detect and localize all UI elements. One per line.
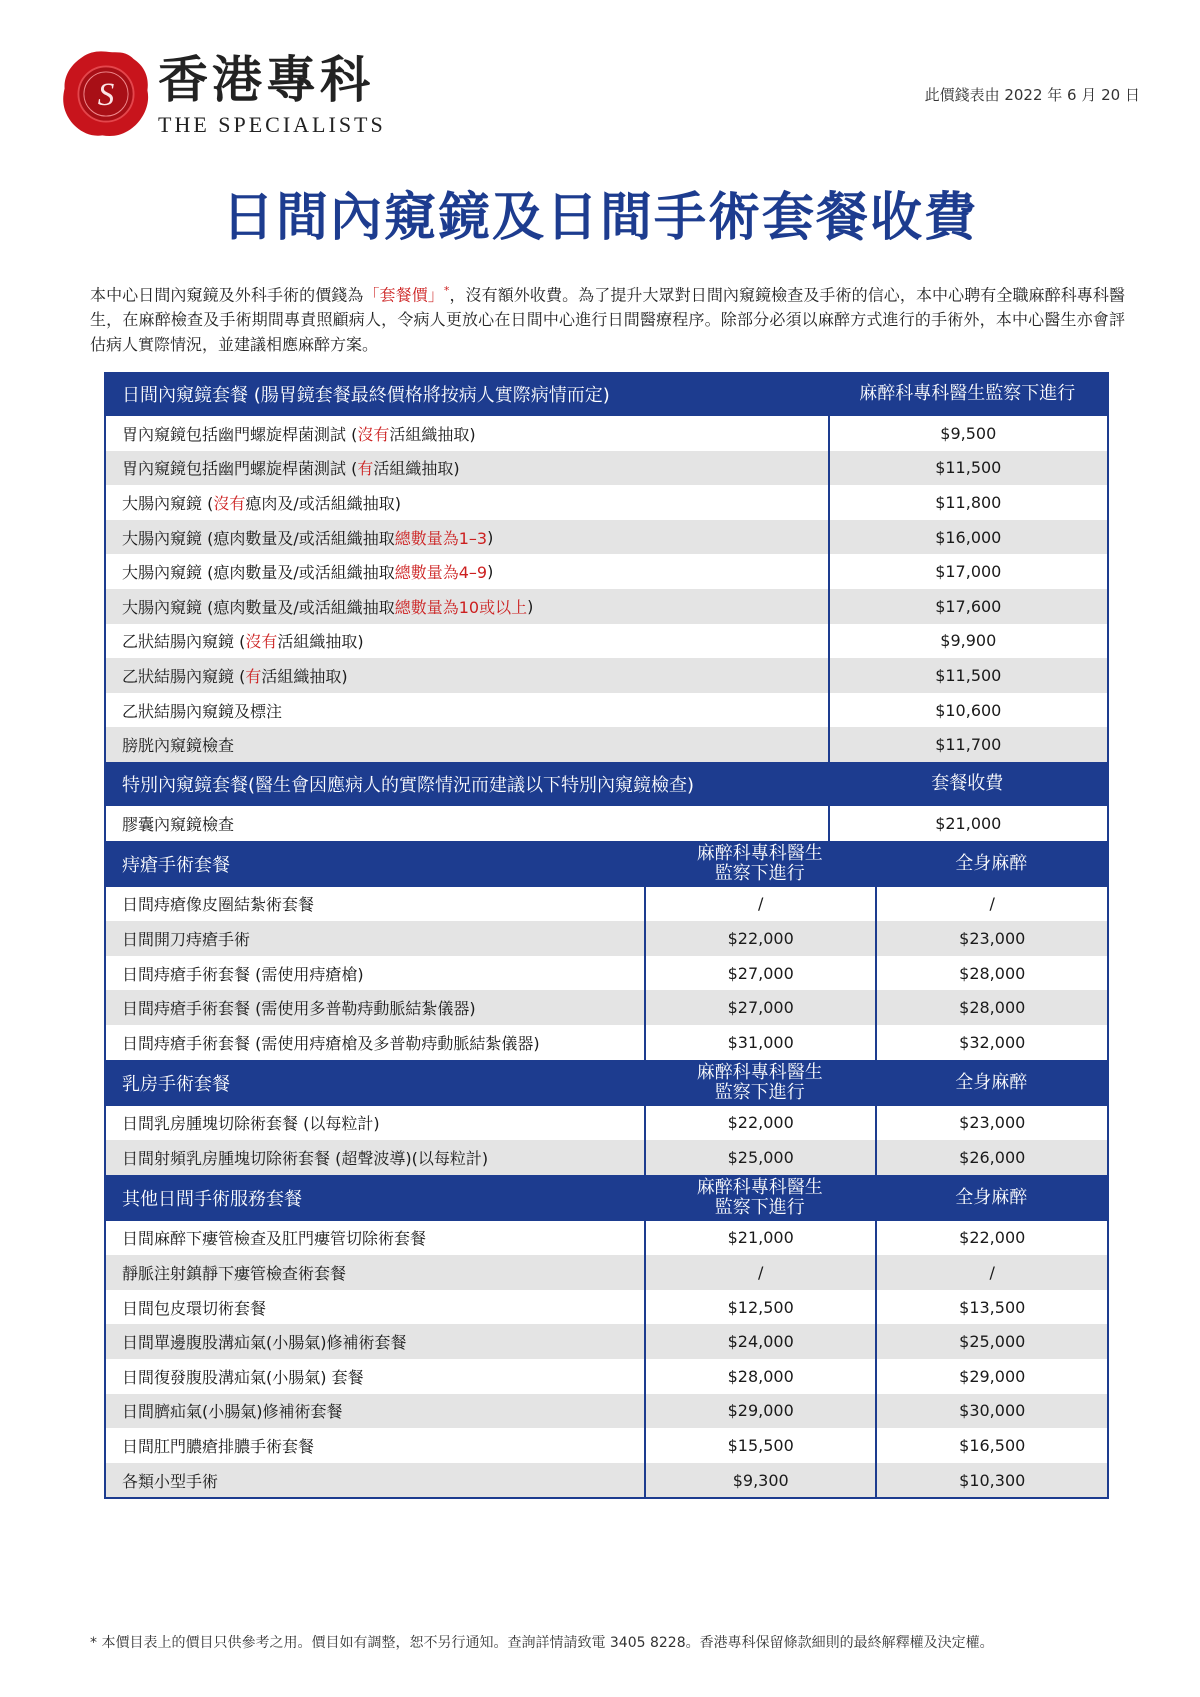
price-supervised: $15,500 xyxy=(644,1428,876,1463)
price: $9,500 xyxy=(828,416,1107,451)
column-header-general: 全身麻醉 xyxy=(955,1071,1028,1093)
procedure-text: ) xyxy=(527,596,534,616)
table-row xyxy=(106,1106,1107,1141)
price: $21,000 xyxy=(828,806,1107,841)
procedure-text: 大腸內窺鏡 (瘜肉數量及/或活組織抽取 xyxy=(122,528,395,548)
section-header-endoscopy xyxy=(106,372,1107,416)
procedure-text: 大腸內窺鏡 ( xyxy=(122,493,214,513)
procedure-text: 活組織抽取) xyxy=(277,632,364,652)
price-supervised: $22,000 xyxy=(644,1106,876,1141)
procedure-text: 瘜肉及/或活組織抽取) xyxy=(245,493,401,513)
price-general: $30,000 xyxy=(875,1394,1107,1429)
page-header xyxy=(60,48,1140,158)
procedure-name xyxy=(106,727,828,762)
procedure-name xyxy=(106,451,828,486)
table-row xyxy=(106,921,1107,956)
effective-date-note: 此價錢表由 2022 年 6 月 20 日 xyxy=(924,86,1140,104)
section-header-other xyxy=(106,1175,1107,1221)
price-general: $10,300 xyxy=(875,1463,1107,1498)
column-header-supervised: 麻醉科專科醫生 監察下進行 xyxy=(696,1061,823,1103)
table-row xyxy=(106,1025,1107,1060)
price-general: $16,500 xyxy=(875,1428,1107,1463)
procedure-name xyxy=(106,520,828,555)
procedure-name: 日間麻醉下瘻管檢查及肛門瘻管切除術套餐 xyxy=(122,1229,427,1249)
procedure-highlight: 有 xyxy=(245,666,262,686)
column-header-supervised: 麻醉科專科醫生 監察下進行 xyxy=(696,1176,823,1218)
table-row xyxy=(106,1140,1107,1175)
procedure-highlight: 總數量為10或以上 xyxy=(394,597,528,617)
table-row xyxy=(106,693,1107,728)
procedure-name xyxy=(106,589,828,624)
procedure-highlight: 有 xyxy=(357,459,374,479)
table-row xyxy=(106,1221,1107,1256)
price: $9,900 xyxy=(828,624,1107,659)
procedure-text: 膀胱內窺鏡檢查 xyxy=(122,736,235,756)
procedure-name: 各類小型手術 xyxy=(122,1471,219,1491)
price-supervised: / xyxy=(644,1255,876,1290)
svg-text:S: S xyxy=(97,76,115,114)
table-row xyxy=(106,727,1107,762)
price: $11,800 xyxy=(828,485,1107,520)
table-row xyxy=(106,1394,1107,1429)
section-header-breast xyxy=(106,1060,1107,1106)
price-supervised: $12,500 xyxy=(644,1290,876,1325)
price-general: $28,000 xyxy=(875,956,1107,991)
footnote-mark: * xyxy=(443,284,450,297)
package-price-highlight: 「套餐價」 xyxy=(363,285,444,305)
procedure-name: 日間臍疝氣(小腸氣)修補術套餐 xyxy=(122,1402,343,1422)
brand-name-cn: 香港專科 xyxy=(158,50,374,109)
price: $11,700 xyxy=(828,727,1107,762)
procedure-name: 日間射頻乳房腫塊切除術套餐 (超聲波導)(以每粒計) xyxy=(122,1148,489,1168)
table-row xyxy=(106,1290,1107,1325)
procedure-text: 大腸內窺鏡 (瘜肉數量及/或活組織抽取 xyxy=(122,597,395,617)
price: $11,500 xyxy=(828,451,1107,486)
procedure-name: 日間痔瘡手術套餐 (需使用痔瘡槍及多普勒痔動脈結紮儀器) xyxy=(122,1033,540,1053)
section-header-special xyxy=(106,762,1107,806)
price: $16,000 xyxy=(828,520,1107,555)
procedure-text: ) xyxy=(487,562,494,582)
price-supervised: $27,000 xyxy=(644,990,876,1025)
section-title: 痔瘡手術套餐 xyxy=(122,854,230,876)
price: $11,500 xyxy=(828,658,1107,693)
section-title: 乳房手術套餐 xyxy=(122,1073,230,1095)
table-row xyxy=(106,956,1107,991)
table-row xyxy=(106,1359,1107,1394)
column-header-supervised: 麻醉科專科醫生 監察下進行 xyxy=(696,842,823,884)
price-general: $32,000 xyxy=(875,1025,1107,1060)
price-supervised: $9,300 xyxy=(644,1463,876,1498)
procedure-name xyxy=(106,658,828,693)
procedure-name xyxy=(106,485,828,520)
column-header-general: 全身麻醉 xyxy=(955,852,1028,874)
price-supervised: $24,000 xyxy=(644,1324,876,1359)
table-row xyxy=(106,1324,1107,1359)
procedure-name xyxy=(106,693,828,728)
column-header-general: 全身麻醉 xyxy=(955,1186,1028,1208)
procedure-name: 膠囊內窺鏡檢查 xyxy=(122,814,235,834)
footnote: * 本價目表上的價目只供參考之用。價目如有調整，恕不另行通知。查詢詳情請致電 3405 8228。香港專科保留條款細則的最終解釋權及決定權。 xyxy=(90,1635,994,1651)
price-supervised: $29,000 xyxy=(644,1394,876,1429)
section-title: 日間內窺鏡套餐 (腸胃鏡套餐最終價格將按病人實際病情而定) xyxy=(122,385,610,406)
table-row xyxy=(106,416,1107,451)
table-row xyxy=(106,554,1107,589)
section-title: 特別內窺鏡套餐(醫生會因應病人的實際情況而建議以下特別內窺鏡檢查) xyxy=(122,774,695,796)
table-row xyxy=(106,806,1107,841)
table-row xyxy=(106,1463,1107,1498)
procedure-text: 胃內窺鏡包括幽門螺旋桿菌測試 ( xyxy=(122,424,358,444)
procedure-text: 活組織抽取) xyxy=(261,666,348,686)
procedure-name: 日間痔瘡像皮圈結紮術套餐 xyxy=(122,895,315,915)
table-row xyxy=(106,1255,1107,1290)
procedure-name: 日間肛門膿瘡排膿手術套餐 xyxy=(122,1437,315,1457)
procedure-name xyxy=(106,624,828,659)
price-table xyxy=(104,372,1109,1499)
procedure-highlight: 沒有 xyxy=(357,424,390,444)
procedure-name xyxy=(106,554,828,589)
price: $17,600 xyxy=(828,589,1107,624)
table-row xyxy=(106,624,1107,659)
price-supervised: $28,000 xyxy=(644,1359,876,1394)
table-row xyxy=(106,658,1107,693)
procedure-name: 日間乳房腫塊切除術套餐 (以每粒計) xyxy=(122,1114,380,1134)
procedure-text: 活組織抽取) xyxy=(373,459,460,479)
price-general: $13,500 xyxy=(875,1290,1107,1325)
procedure-text: 乙狀結腸內窺鏡 ( xyxy=(122,632,246,652)
table-row xyxy=(106,589,1107,624)
table-row xyxy=(106,485,1107,520)
price-general: / xyxy=(875,1255,1107,1290)
procedure-text: 大腸內窺鏡 (瘜肉數量及/或活組織抽取 xyxy=(122,563,395,583)
procedure-highlight: 總數量為1–3 xyxy=(394,528,488,548)
price: $17,000 xyxy=(828,554,1107,589)
column-header: 麻醉科專科醫生監察下進行 xyxy=(859,383,1076,404)
procedure-text: 乙狀結腸內窺鏡 ( xyxy=(122,666,246,686)
procedure-name: 日間痔瘡手術套餐 (需使用痔瘡槍) xyxy=(122,964,364,984)
procedure-name: 靜脈注射鎮靜下瘻管檢查術套餐 xyxy=(122,1264,347,1284)
table-row xyxy=(106,520,1107,555)
price-general: $26,000 xyxy=(875,1140,1107,1175)
price-general: $29,000 xyxy=(875,1359,1107,1394)
procedure-name: 日間開刀痔瘡手術 xyxy=(122,929,251,949)
price-general: $23,000 xyxy=(875,921,1107,956)
column-header: 套餐收費 xyxy=(931,772,1004,794)
procedure-name: 日間包皮環切術套餐 xyxy=(122,1298,267,1318)
procedure-text: 乙狀結腸內窺鏡及標注 xyxy=(122,701,283,721)
price-supervised: / xyxy=(644,887,876,922)
procedure-highlight: 沒有 xyxy=(245,632,278,652)
procedure-name: 日間痔瘡手術套餐 (需使用多普勒痔動脈結紮儀器) xyxy=(122,999,476,1019)
table-row xyxy=(106,1428,1107,1463)
procedure-text: 胃內窺鏡包括幽門螺旋桿菌測試 ( xyxy=(122,459,358,479)
procedure-name: 日間復發腹股溝疝氣(小腸氣) 套餐 xyxy=(122,1367,364,1387)
table-row xyxy=(106,990,1107,1025)
section-header-hemorrhoid xyxy=(106,841,1107,887)
page-title: 日間內窺鏡及日間手術套餐收費 xyxy=(221,188,978,248)
price-general: $23,000 xyxy=(875,1106,1107,1141)
price-supervised: $25,000 xyxy=(644,1140,876,1175)
intro-paragraph: 本中心日間內窺鏡及外科手術的價錢為「套餐價」*，沒有額外收費。為了提升大眾對日間內窺鏡檢查及手術的信心，本中心聘有全職麻醉科專科醫生，在麻醉檢查及手術期間專責照顧病人，令病人更放心在日間中心進行日間醫療程序。除部分必須以麻醉方式進行的手術外，本中心醫生亦會評估病人實際情況，並建議相應麻醉方案。 xyxy=(90,284,1125,355)
procedure-text: ) xyxy=(487,527,494,547)
table-row xyxy=(106,887,1107,922)
procedure-name: 日間單邊腹股溝疝氣(小腸氣)修補術套餐 xyxy=(122,1333,407,1353)
brand-logo xyxy=(60,48,386,140)
procedure-name xyxy=(106,416,828,451)
table-row xyxy=(106,451,1107,486)
price-general: $25,000 xyxy=(875,1324,1107,1359)
price-supervised: $22,000 xyxy=(644,921,876,956)
price-general: $28,000 xyxy=(875,990,1107,1025)
wax-seal-logo-icon xyxy=(60,48,152,140)
price-supervised: $27,000 xyxy=(644,956,876,991)
brand-name-en: THE SPECIALISTS xyxy=(158,112,386,137)
price: $10,600 xyxy=(828,693,1107,728)
section-title: 其他日間手術服務套餐 xyxy=(122,1188,302,1210)
procedure-text: 活組織抽取) xyxy=(389,424,476,444)
price-supervised: $31,000 xyxy=(644,1025,876,1060)
procedure-highlight: 總數量為4–9 xyxy=(394,563,488,583)
price-general: $22,000 xyxy=(875,1221,1107,1256)
price-supervised: $21,000 xyxy=(644,1221,876,1256)
price-general: / xyxy=(875,887,1107,922)
procedure-highlight: 沒有 xyxy=(213,493,246,513)
